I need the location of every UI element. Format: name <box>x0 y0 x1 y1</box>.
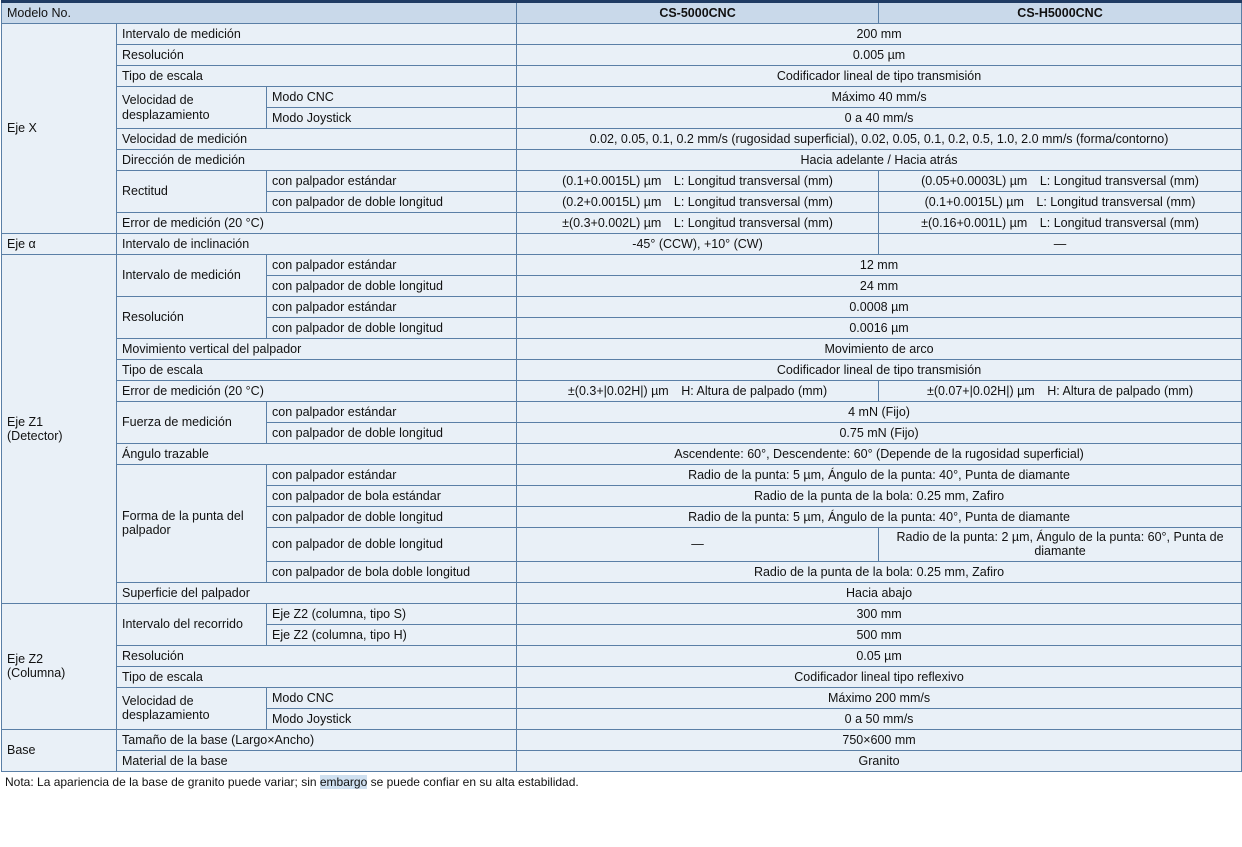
footnote-text-before: Nota: La apariencia de la base de granito puede variar; sin <box>5 774 320 789</box>
row-label: Ángulo trazable <box>117 444 517 465</box>
row-label: Velocidad de medición <box>117 129 517 150</box>
row-value: 0 a 40 mm/s <box>517 108 1242 129</box>
row-value: 0.0016 µm <box>517 318 1242 339</box>
row-value: 750×600 mm <box>517 729 1242 750</box>
row-value: 0.02, 0.05, 0.1, 0.2 mm/s (rugosidad superficial), 0.02, 0.05, 0.1, 0.2, 0.5, 1.0, 2.0 mm/s (forma/contorno) <box>517 129 1242 150</box>
axis-label-x: Eje X <box>2 24 117 234</box>
axis-label-base: Base <box>2 729 117 771</box>
row-value: Hacia adelante / Hacia atrás <box>517 150 1242 171</box>
table-row <box>2 213 1242 234</box>
row-sublabel: con palpador de doble longitud <box>267 528 517 562</box>
row-label: Fuerza de medición <box>117 402 267 444</box>
table-row <box>2 402 1242 423</box>
row-value: 500 mm <box>517 624 1242 645</box>
table-header-row <box>2 2 1242 24</box>
row-value: Granito <box>517 750 1242 771</box>
row-value: Radio de la punta: 5 µm, Ángulo de la punta: 40°, Punta de diamante <box>517 507 1242 528</box>
table-row <box>2 171 1242 192</box>
row-label: Velocidad de desplazamiento <box>117 87 267 129</box>
row-sublabel: Modo CNC <box>267 87 517 108</box>
row-value: 0.0008 µm <box>517 297 1242 318</box>
footnote-text-highlight: embargo <box>319 774 368 789</box>
table-row <box>2 729 1242 750</box>
table-row <box>2 87 1242 108</box>
row-value-model-a: -45° (CCW), +10° (CW) <box>517 234 879 255</box>
row-label: Forma de la punta del palpador <box>117 465 267 583</box>
table-row <box>2 339 1242 360</box>
table-row <box>2 234 1242 255</box>
row-value: Codificador lineal de tipo transmisión <box>517 66 1242 87</box>
specification-table <box>1 0 1242 772</box>
row-sublabel: Eje Z2 (columna, tipo H) <box>267 624 517 645</box>
row-value-model-b: — <box>879 234 1242 255</box>
row-value: 0.005 µm <box>517 45 1242 66</box>
table-row <box>2 750 1242 771</box>
row-value: Máximo 40 mm/s <box>517 87 1242 108</box>
table-row <box>2 360 1242 381</box>
row-value: Radio de la punta: 5 µm, Ángulo de la punta: 40°, Punta de diamante <box>517 465 1242 486</box>
row-label: Tipo de escala <box>117 66 517 87</box>
table-row <box>2 465 1242 486</box>
axis-label-z2-line1: Eje Z2 <box>7 651 44 666</box>
table-row <box>2 687 1242 708</box>
axis-label-z2 <box>2 603 117 729</box>
row-value-model-a: (0.1+0.0015L) µm L: Longitud transversal (mm) <box>517 171 879 192</box>
row-value: 0 a 50 mm/s <box>517 708 1242 729</box>
axis-label-z1-line2: (Detector) <box>7 428 63 443</box>
row-value: Movimiento de arco <box>517 339 1242 360</box>
table-row <box>2 150 1242 171</box>
axis-label-z2-line2: (Columna) <box>7 666 66 681</box>
table-row <box>2 255 1242 276</box>
row-label: Resolución <box>117 45 517 66</box>
table-row <box>2 24 1242 45</box>
table-row <box>2 381 1242 402</box>
row-label: Velocidad de desplazamiento <box>117 687 267 729</box>
row-sublabel: con palpador estándar <box>267 255 517 276</box>
row-value: Codificador lineal de tipo transmisión <box>517 360 1242 381</box>
row-value: 24 mm <box>517 276 1242 297</box>
row-value: 4 mN (Fijo) <box>517 402 1242 423</box>
row-sublabel: con palpador de bola doble longitud <box>267 561 517 582</box>
row-sublabel: con palpador de doble longitud <box>267 507 517 528</box>
row-sublabel: Modo Joystick <box>267 708 517 729</box>
row-label: Rectitud <box>117 171 267 213</box>
row-value-model-b: ±(0.07+|0.02H|) µm H: Altura de palpado (mm) <box>879 381 1242 402</box>
row-value-model-b: ±(0.16+0.001L) µm L: Longitud transversal (mm) <box>879 213 1242 234</box>
row-value: Codificador lineal tipo reflexivo <box>517 666 1242 687</box>
footnote-text-after: se puede confiar en su alta estabilidad. <box>367 774 579 789</box>
table-row <box>2 45 1242 66</box>
row-sublabel: con palpador estándar <box>267 297 517 318</box>
row-label: Material de la base <box>117 750 517 771</box>
row-value: Ascendente: 60°, Descendente: 60° (Depende de la rugosidad superficial) <box>517 444 1242 465</box>
row-value: Radio de la punta de la bola: 0.25 mm, Zafiro <box>517 486 1242 507</box>
table-row <box>2 666 1242 687</box>
row-sublabel: con palpador de doble longitud <box>267 318 517 339</box>
table-row <box>2 582 1242 603</box>
axis-label-z1-line1: Eje Z1 <box>7 414 44 429</box>
row-sublabel: con palpador de doble longitud <box>267 192 517 213</box>
row-value-model-a: ±(0.3+0.002L) µm L: Longitud transversal (mm) <box>517 213 879 234</box>
header-model-label: Modelo No. <box>2 2 517 24</box>
row-sublabel: Eje Z2 (columna, tipo S) <box>267 603 517 624</box>
row-value-model-b: (0.05+0.0003L) µm L: Longitud transversal (mm) <box>879 171 1242 192</box>
row-label: Intervalo de medición <box>117 24 517 45</box>
table-footnote <box>1 772 1241 789</box>
table-row <box>2 645 1242 666</box>
row-value-model-a: — <box>517 528 879 562</box>
table-row <box>2 297 1242 318</box>
row-label: Intervalo de inclinación <box>117 234 517 255</box>
row-value: 0.05 µm <box>517 645 1242 666</box>
row-sublabel: con palpador de bola estándar <box>267 486 517 507</box>
row-value-model-b: (0.1+0.0015L) µm L: Longitud transversal (mm) <box>879 192 1242 213</box>
row-label: Intervalo de medición <box>117 255 267 297</box>
row-sublabel: con palpador estándar <box>267 402 517 423</box>
row-label: Tipo de escala <box>117 666 517 687</box>
axis-label-alpha: Eje α <box>2 234 117 255</box>
row-sublabel: con palpador de doble longitud <box>267 423 517 444</box>
row-label: Superficie del palpador <box>117 582 517 603</box>
row-value: 300 mm <box>517 603 1242 624</box>
row-label: Resolución <box>117 645 517 666</box>
row-value: 200 mm <box>517 24 1242 45</box>
row-value-model-a: ±(0.3+|0.02H|) µm H: Altura de palpado (mm) <box>517 381 879 402</box>
table-row <box>2 129 1242 150</box>
row-label: Resolución <box>117 297 267 339</box>
row-sublabel: Modo Joystick <box>267 108 517 129</box>
table-row <box>2 66 1242 87</box>
row-value-model-a: (0.2+0.0015L) µm L: Longitud transversal (mm) <box>517 192 879 213</box>
header-model-cs5000cnc: CS-5000CNC <box>517 2 879 24</box>
row-sublabel: Modo CNC <box>267 687 517 708</box>
table-row <box>2 603 1242 624</box>
row-value-model-b: Radio de la punta: 2 µm, Ángulo de la punta: 60°, Punta de diamante <box>879 528 1242 562</box>
row-sublabel: con palpador de doble longitud <box>267 276 517 297</box>
row-label: Error de medición (20 °C) <box>117 381 517 402</box>
row-label: Dirección de medición <box>117 150 517 171</box>
row-sublabel: con palpador estándar <box>267 171 517 192</box>
row-value: 12 mm <box>517 255 1242 276</box>
row-value: 0.75 mN (Fijo) <box>517 423 1242 444</box>
row-value: Hacia abajo <box>517 582 1242 603</box>
row-value: Máximo 200 mm/s <box>517 687 1242 708</box>
row-label: Tipo de escala <box>117 360 517 381</box>
row-label: Error de medición (20 °C) <box>117 213 517 234</box>
table-row <box>2 444 1242 465</box>
row-value: Radio de la punta de la bola: 0.25 mm, Zafiro <box>517 561 1242 582</box>
header-model-csh5000cnc: CS-H5000CNC <box>879 2 1242 24</box>
row-label: Tamaño de la base (Largo×Ancho) <box>117 729 517 750</box>
row-label: Intervalo del recorrido <box>117 603 267 645</box>
row-label: Movimiento vertical del palpador <box>117 339 517 360</box>
row-sublabel: con palpador estándar <box>267 465 517 486</box>
axis-label-z1 <box>2 255 117 604</box>
